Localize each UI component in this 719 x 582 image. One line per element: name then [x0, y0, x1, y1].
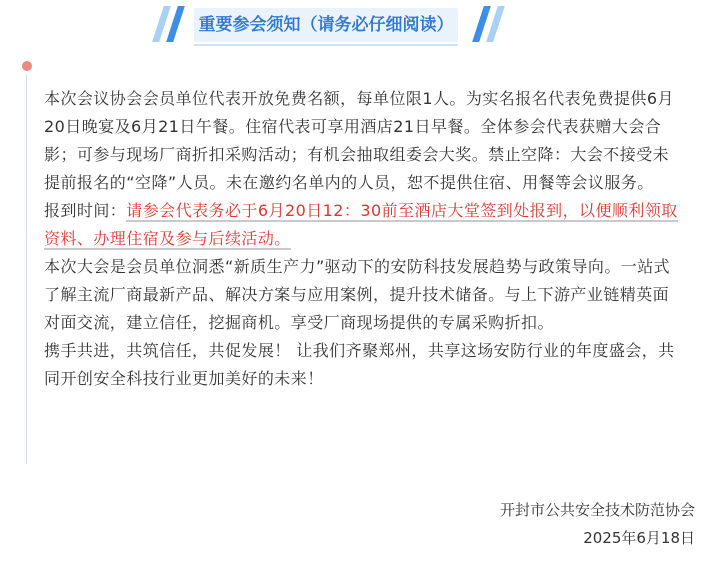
notice-body [44, 85, 684, 393]
paragraph-closing: 携手共进，共筑信任，共促发展！ 让我们齐聚郑州，共享这场安防行业的年度盛会，共同开创安全科技行业更加美好的未来！ [44, 341, 675, 388]
paragraph-registration-rules: 本次会议协会会员单位代表开放免费名额，每单位限1人。为实名报名代表免费提供6月20日晚宴及6月21日午餐。住宿代表可享用酒店21日早餐。全体参会代表获赠大会合影；可参与现场厂商折扣采购活动；有机会抽取组委会大奖。禁止空降：大会不接受未提前报名的“空降”人员。未在邀约名单内的人员，恕不提供住宿、用餐等会议服务。 [44, 89, 674, 192]
page-title: 重要参会须知（请务必仔细阅读） [198, 15, 454, 35]
timeline-line [26, 74, 27, 464]
paragraph-conference-value: 本次大会是会员单位洞悉“新质生产力”驱动下的安防科技发展趋势与政策导向。一站式了解主流厂商最新产品、解决方案与应用案例，提升技术储备。与上下游产业链精英面对面交流，建立信任，挖掘商机。享受厂商现场提供的专属采购折扣。 [44, 257, 671, 332]
header-underline [194, 44, 458, 46]
paragraph-checkin-time [44, 197, 684, 253]
notice-header [140, 0, 520, 50]
signature-date: 2025年6月18日 [583, 529, 695, 547]
checkin-label: 报到时间： [44, 201, 127, 220]
timeline-dot [22, 61, 32, 71]
signature-block [500, 496, 695, 552]
organization-name: 开封市公共安全技术防范协会 [499, 501, 695, 519]
checkin-highlight-text: 请参会代表务必于6月20日12：30前至酒店大堂签到处报到，以便顺利领取资料、办理住宿及参与后续活动。 [44, 201, 678, 248]
